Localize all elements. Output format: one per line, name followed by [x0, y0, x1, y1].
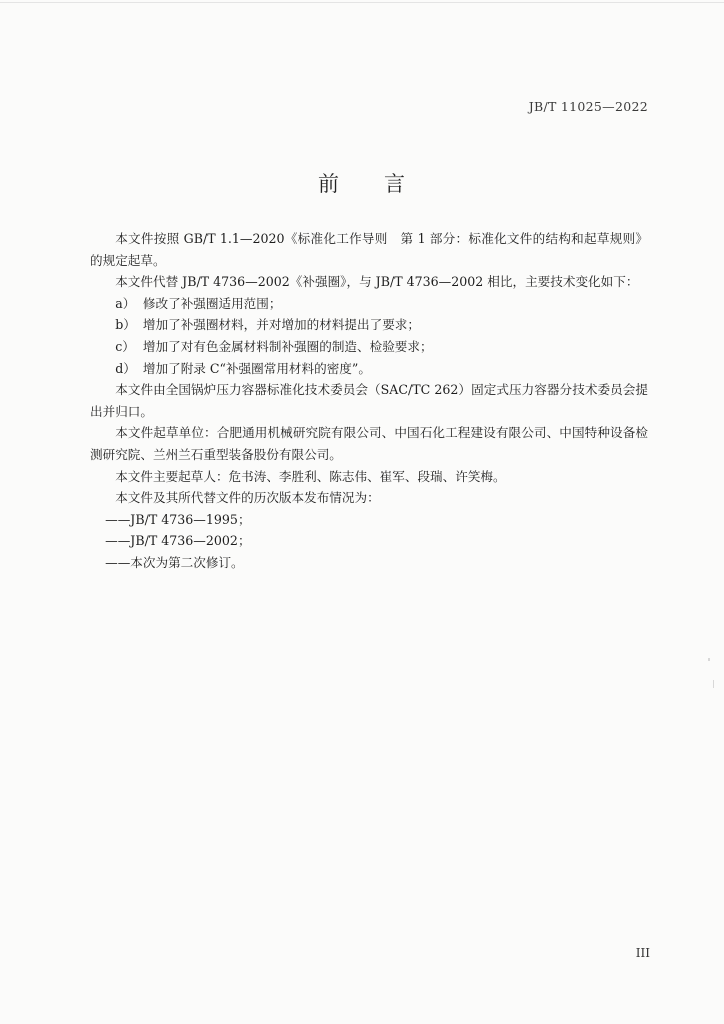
standard-code: JB/T 11025—2022 — [528, 99, 648, 114]
scan-speck — [708, 658, 710, 661]
change-marker: a） — [115, 295, 136, 311]
change-text: 增加了对有色金属材料制补强圈的制造、检验要求； — [142, 338, 433, 354]
change-marker: d） — [115, 360, 136, 376]
page-number: III — [635, 946, 650, 960]
title-char-2: 言 — [384, 172, 406, 196]
change-text: 增加了附录 C“补强圈常用材料的密度”。 — [142, 360, 371, 376]
section-title — [0, 168, 724, 198]
change-item — [90, 314, 648, 336]
history-item: ——本次为第二次修订。 — [105, 554, 244, 570]
scan-speck — [713, 680, 714, 688]
history-item: ——JB/T 4736—2002； — [105, 533, 251, 549]
paragraph-replacement: 本文件代替 JB/T 4736—2002《补强圈》，与 JB/T 4736—2002 相比，主要技术变化如下： — [115, 274, 639, 290]
scan-speck — [0, 2, 724, 3]
change-item — [90, 336, 648, 358]
change-text: 修改了补强圈适用范围； — [142, 295, 282, 311]
change-marker: c） — [115, 338, 135, 354]
title-char-1: 前 — [318, 172, 340, 196]
change-item — [90, 358, 648, 380]
change-item — [90, 293, 648, 315]
paragraph-drafters: 本文件主要起草人：危书涛、李胜利、陈志伟、崔军、段瑞、许笑梅。 — [115, 468, 506, 484]
paragraph-drafting-units: 本文件起草单位：合肥通用机械研究院有限公司、中国石化工程建设有限公司、中国特种设备检测研究院、兰州兰石重型装备股份有限公司。 — [90, 425, 648, 462]
history-item: ——JB/T 4736—1995； — [105, 511, 251, 527]
paragraph-history-intro: 本文件及其所代替文件的历次版本发布情况为： — [115, 490, 380, 506]
change-text: 增加了补强圈材料，并对增加的材料提出了要求； — [142, 317, 420, 333]
paragraph-drafting-rules: 本文件按照 GB/T 1.1—2020《标准化工作导则 第 1 部分：标准化文件的结构和起草规则》的规定起草。 — [90, 231, 648, 268]
change-marker: b） — [115, 317, 136, 333]
foreword-body — [90, 228, 648, 574]
paragraph-proposer: 本文件由全国锅炉压力容器标准化技术委员会（SAC/TC 262）固定式压力容器分技术委员会提出并归口。 — [90, 382, 648, 419]
